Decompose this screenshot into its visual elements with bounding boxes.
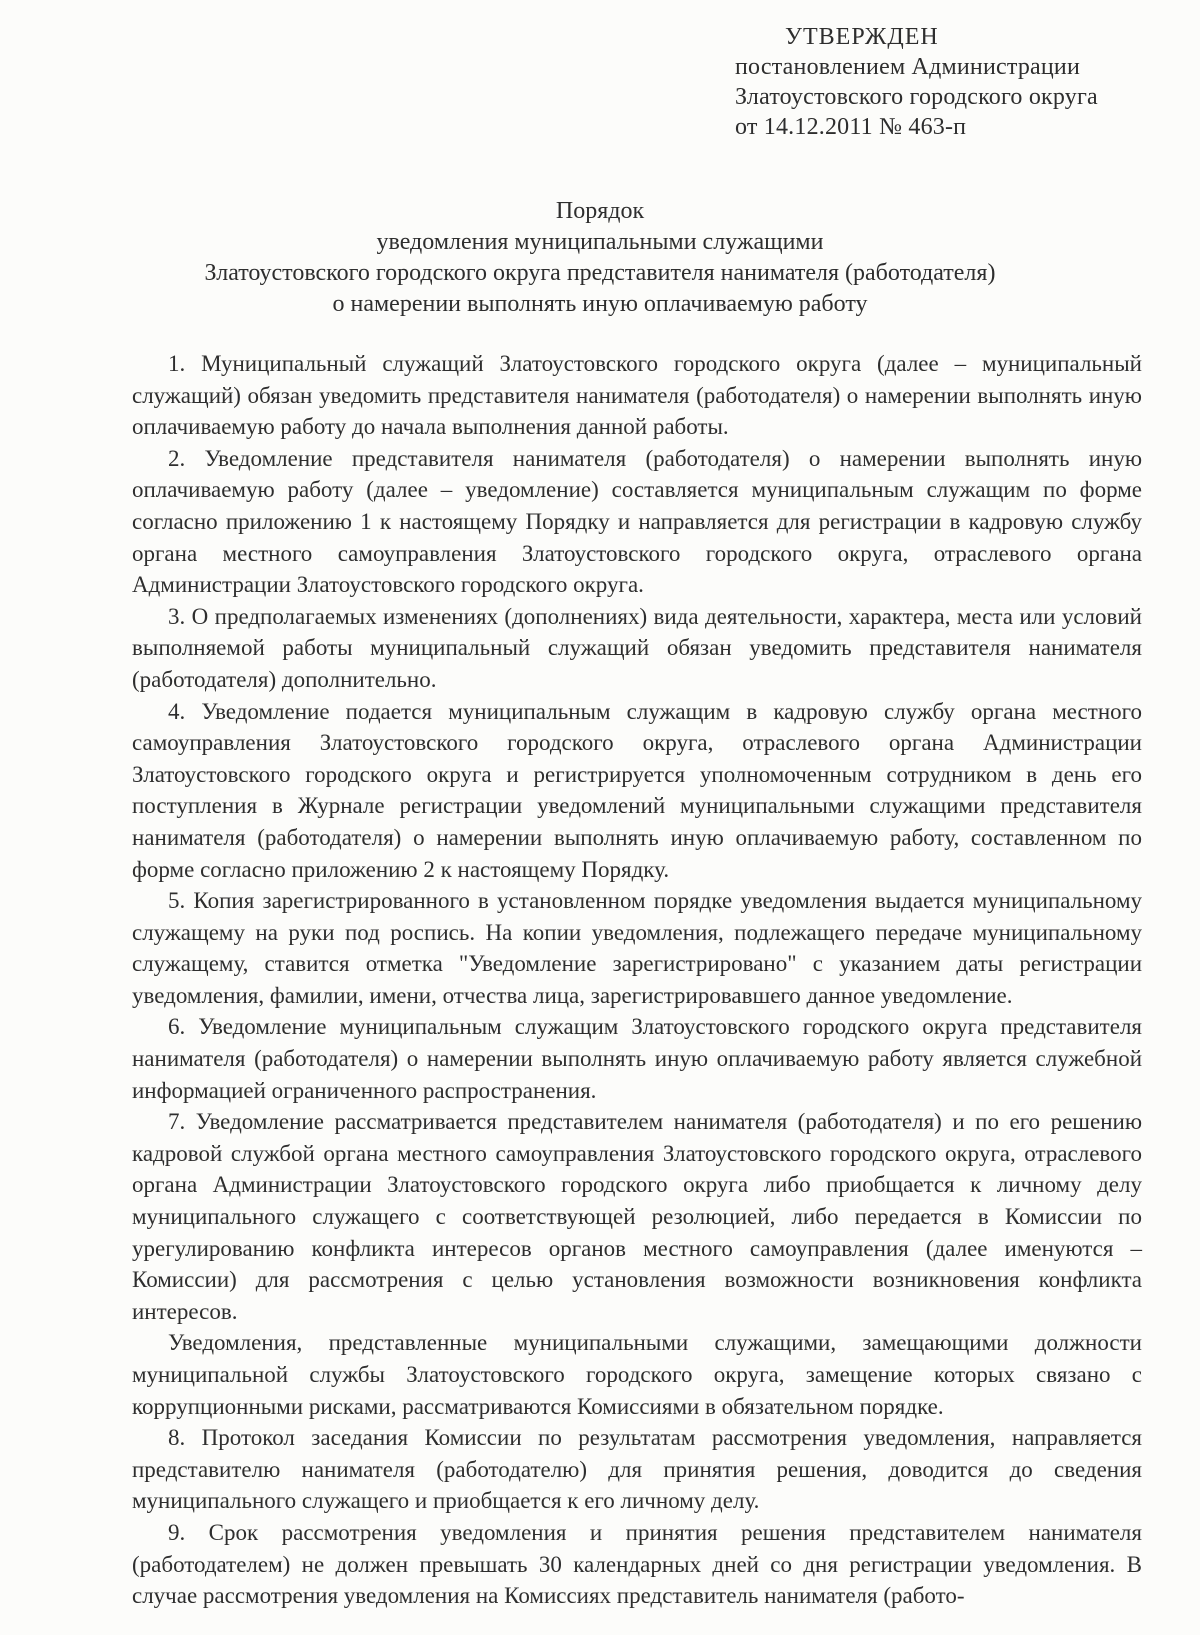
title-line-1: Порядок: [555, 198, 645, 224]
paragraph-7: 7. Уведомление рассматривается представителем нанимателя (работодателя) и по его решению кадровой службой органа местного самоуправления Златоустовского городского округа, отраслевого органа Администрации Златоустовского городского округа либо приобщается к личному делу муниципального служащего с соответствующей резолюцией, либо передается в Комиссии по урегулированию конфликта интересов органов местного самоуправления (далее именуются – Комиссии) для рассмотрения с целью установления возможности возникновения конфликта интересов.: [132, 1109, 1142, 1324]
document-body: [132, 348, 1142, 1612]
paragraph-7-continued: Уведомления, представленные муниципальными служащими, замещающими должности муниципальной службы Златоустовского городского округа, замещение которых связано с коррупционными рисками, рассматриваются Комиссиями в обязательном порядке.: [132, 1330, 1142, 1419]
paragraph-2: 2. Уведомление представителя нанимателя (работодателя) о намерении выполнять иную оплачиваемую работу (далее – уведомление) составляется муниципальным служащим по форме согласно приложению 1 к настоящему Порядку и направляется для регистрации в кадровую службу органа местного самоуправления Златоустовского городского округа, отраслевого органа Администрации Златоустовского городского округа.: [132, 445, 1142, 598]
title-line-2: уведомления муниципальными служащими: [376, 229, 824, 255]
approval-heading: УТВЕРЖДЕН: [785, 24, 939, 50]
approval-line-1: постановлением Администрации: [735, 54, 1081, 80]
paragraph-5: 5. Копия зарегистрированного в установленном порядке уведомления выдается муниципальному служащему на руки под роспись. На копии уведомления, подлежащего передаче муниципальному служащему, ставится отметка "Уведомление зарегистрировано" с указанием даты регистрации уведомления, фамилии, имени, отчества лица, зарегистрировавшего данное уведомление.: [132, 888, 1142, 1008]
paragraph-3: 3. О предполагаемых изменениях (дополнениях) вида деятельности, характера, места или условий выполняемой работы муниципальный служащий обязан уведомить представителя нанимателя (работодателя) дополнительно.: [132, 603, 1142, 692]
approval-stamp-block: [735, 22, 1098, 142]
paragraph-6: 6. Уведомление муниципальным служащим Златоустовского городского округа представителя нанимателя (работодателя) о намерении выполнять иную оплачиваемую работу является служебной информацией ограниченного распространения.: [132, 1014, 1142, 1103]
paragraph-1: 1. Муниципальный служащий Златоустовского городского округа (далее – муниципальный служащий) обязан уведомить представителя нанимателя (работодателя) о намерении выполнять иную оплачиваемую работу до начала выполнения данной работы.: [132, 351, 1142, 440]
approval-line-3: от 14.12.2011 № 463-п: [735, 114, 967, 140]
document-title: [0, 196, 1200, 320]
paragraph-4: 4. Уведомление подается муниципальным служащим в кадровую службу органа местного самоуправления Златоустовского городского округа, отраслевого органа Администрации Златоустовского городского округа и регистрируется уполномоченным сотрудником в день его поступления в Журнале регистрации уведомлений муниципальными служащими представителя нанимателя (работодателя) о намерении выполнять иную оплачиваемую работу, составленном по форме согласно приложению 2 к настоящему Порядку.: [132, 698, 1142, 882]
paragraph-9: 9. Срок рассмотрения уведомления и принятия решения представителем нанимателя (работодателем) не должен превышать 30 календарных дней со дня регистрации уведомления. В случае рассмотрения уведомления на Комиссиях представитель нанимателя (работо-: [132, 1519, 1142, 1609]
title-line-3: Златоустовского городского округа представителя нанимателя (работодателя): [204, 260, 996, 286]
title-line-4: о намерении выполнять иную оплачиваемую работу: [332, 291, 868, 317]
paragraph-8: 8. Протокол заседания Комиссии по результатам рассмотрения уведомления, направляется представителю нанимателя (работодателю) для принятия решения, доводится до сведения муниципального служащего и приобщается к его личному делу.: [132, 1425, 1142, 1514]
approval-line-2: Златоустовского городского округа: [735, 84, 1098, 110]
